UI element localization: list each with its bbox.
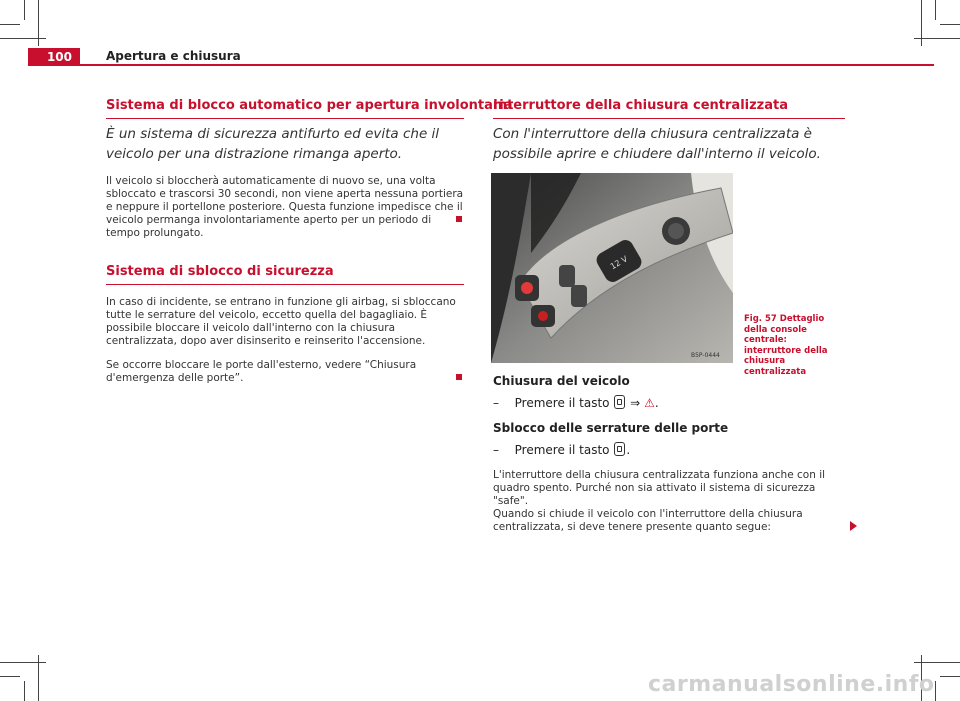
section-intro-central-locking: Con l'interruttore della chiusura centralizzata è possibile aprire e chiudere dall'interno il veicolo.: [493, 126, 821, 162]
crop-mark: [0, 38, 46, 39]
next-page-arrow-icon: [850, 521, 857, 531]
figure-caption: Fig. 57 Dettaglio della console centrale: interruttore della chiusura centralizzata: [744, 314, 828, 377]
section-title-central-locking: Interruttore della chiusura centralizzata: [493, 98, 789, 113]
warning-triangle-icon: ⚠: [644, 396, 655, 410]
step-dash: –: [493, 396, 499, 410]
crop-mark: [0, 676, 20, 677]
watermark: carmanualsonline.info: [648, 672, 935, 697]
central-locking-body-2: Quando si chiude il veicolo con l'interruttore della chiusura centralizzata, si deve tenere presente quanto segue:: [493, 508, 803, 533]
crop-mark: [0, 662, 46, 663]
page-header-title: Apertura e chiusura: [106, 49, 241, 63]
unlock-step-text: Premere il tasto: [514, 443, 610, 457]
figure-code: B5P-0444: [691, 352, 720, 359]
lock-step-text: Premere il tasto: [514, 396, 610, 410]
page-number: 100: [28, 48, 80, 66]
section-rule: [493, 118, 845, 119]
unlock-doors-heading: Sblocco delle serrature delle porte: [493, 421, 729, 435]
crop-mark: [940, 676, 960, 677]
section-end-mark: [456, 216, 462, 222]
center-console-photo: [491, 173, 733, 363]
central-locking-body-1: L'interruttore della chiusura centralizzata funziona anche con il quadro spento. Purché non sia attivato il sistema di sicurezza "safe".: [493, 469, 826, 507]
crop-mark: [24, 0, 25, 20]
crop-mark: [935, 0, 936, 20]
section-title-safety-unlock: Sistema di sblocco di sicurezza: [106, 264, 334, 279]
section-body-auto-lock: Il veicolo si bloccherà automaticamente di nuovo se, una volta sbloccato e trascorsi 30 secondi, non viene aperta nessuna portiera e neppure il portellone posteriore. Questa funzione impedisce che il veicolo permanga involontariamente aperto per un periodo di tempo prolungato.: [106, 175, 464, 239]
unlock-key-icon: [614, 442, 625, 456]
crop-mark: [921, 0, 922, 46]
header-rule: [80, 64, 934, 66]
crop-mark: [940, 24, 960, 25]
section-end-mark: [456, 374, 462, 380]
lock-vehicle-step: – Premere il tasto ⇒ ⚠.: [493, 396, 659, 410]
crop-mark: [0, 24, 20, 25]
crop-mark: [38, 0, 39, 46]
step-dash: –: [493, 443, 499, 457]
section-rule: [106, 284, 464, 285]
section-intro-auto-lock: È un sistema di sicurezza antifurto ed evita che il veicolo per una distrazione rimanga aperto.: [106, 126, 440, 162]
section-body-safety-unlock-2: Se occorre bloccare le porte dall'esterno, vedere “Chiusura d'emergenza delle porte”.: [106, 359, 417, 384]
section-body-safety-unlock-1: In caso di incidente, se entrano in funzione gli airbag, si sbloccano tutte le serrature del veicolo, eccetto quella del bagagliaio. È possibile bloccare il veicolo dall'interno con la chiusura centralizzata, dopo aver disinserito e reinserito l'accensione.: [106, 296, 456, 347]
lock-vehicle-heading: Chiusura del veicolo: [493, 374, 630, 388]
reference-arrow: ⇒: [630, 396, 641, 410]
unlock-doors-step: – Premere il tasto .: [493, 443, 631, 457]
section-title-auto-lock: Sistema di blocco automatico per apertura involontaria: [106, 98, 513, 113]
lock-key-icon: [614, 395, 625, 409]
socket-label: 12 V: [608, 254, 630, 272]
crop-mark: [935, 681, 936, 701]
crop-mark: [24, 681, 25, 701]
crop-mark: [38, 655, 39, 701]
section-rule: [106, 118, 464, 119]
